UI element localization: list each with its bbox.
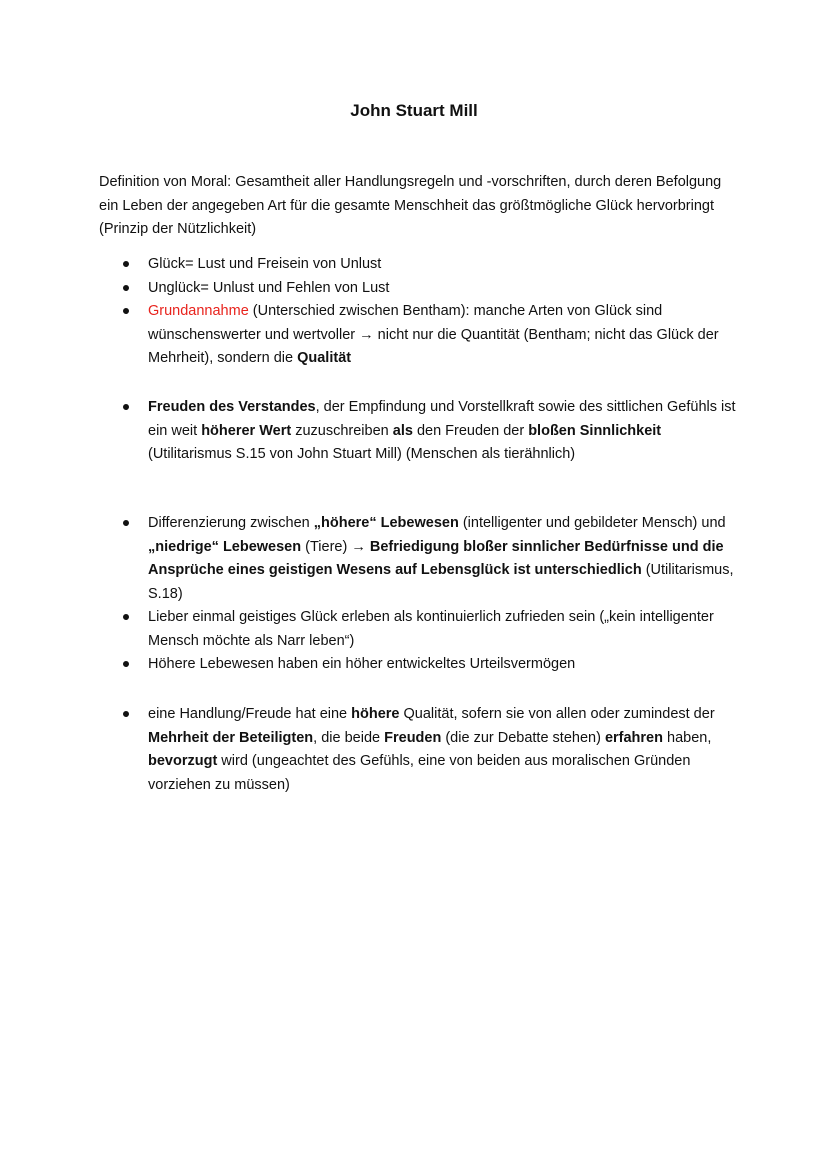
list-item	[0, 253, 738, 277]
bullet-text: (Utilitarismus S.15 von John Stuart Mill) (Menschen als tierähnlich)	[148, 446, 576, 462]
bullet-text: zuzuschreiben	[291, 422, 393, 439]
bullet-text: Qualität, sofern sie von allen oder zumindest der	[399, 706, 715, 722]
list-item	[0, 277, 738, 301]
bold-text: höhere	[351, 706, 400, 722]
bold-text: „niedrige“	[148, 538, 219, 555]
bullet-list-3	[0, 512, 738, 677]
bullet-text: Höhere Lebewesen haben ein höher entwickeltes Urteilsvermögen	[148, 656, 576, 672]
bullet-text: Differenzierung zwischen	[148, 515, 314, 531]
bullet-text: (die zur Debatte stehen)	[441, 729, 605, 746]
list-item	[0, 512, 738, 606]
page-title: John Stuart Mill	[350, 101, 478, 120]
bold-text: als	[392, 422, 413, 439]
bold-text: Qualität	[297, 350, 352, 366]
bold-text: bloßen Sinnlichkeit	[528, 422, 662, 439]
bullet-list-1	[0, 253, 738, 371]
bold-text: Freuden des Verstandes	[148, 399, 316, 415]
bold-text: Lebewesen	[222, 538, 302, 555]
list-item	[0, 300, 738, 371]
bullet-list-2	[0, 396, 738, 467]
bullet-text: , der Empfindung und Vorstellkraft sowie des sittlichen Gefühls ist ein weit	[148, 399, 736, 439]
bold-text: Lebewesen	[380, 515, 459, 531]
list-item	[0, 606, 738, 653]
bullet-text: (Utilitarismus, S.18)	[148, 562, 734, 602]
bold-text: erfahren	[604, 729, 663, 746]
bold-text: bevorzugt	[148, 753, 218, 769]
bullet-text: (intelligenter und gebildeter Mensch) und	[458, 515, 726, 531]
bullet-text: (Tiere)	[301, 538, 352, 555]
bold-text: höherer Wert	[201, 422, 292, 439]
list-item	[0, 396, 738, 467]
bullet-text: nicht nur die Quantität (Bentham; nicht das Glück der Mehrheit), sondern die	[148, 326, 719, 366]
arrow-icon: →	[359, 326, 374, 343]
bold-text: Befriedigung bloßer sinnlicher Bedürfnisse und die Ansprüche eines geistigen Wesens auf Lebensglück ist unterschiedlich	[148, 538, 724, 578]
bullet-text: (Unterschied zwischen Bentham): manche Arten von Glück sind wünschenswerter und wertvoller	[148, 303, 663, 343]
highlight-red: Grundannahme	[148, 303, 249, 319]
bullet-text: wird (ungeachtet des Gefühls, eine von beiden aus moralischen Gründen vorziehen zu müssen)	[148, 753, 691, 793]
bullet-text: Lieber einmal geistiges Glück erleben als kontinuierlich zufrieden sein („kein intelligenter Mensch möchte als Narr leben“)	[148, 609, 714, 649]
bold-text: Mehrheit der Beteiligten	[148, 729, 314, 746]
bullet-text: eine Handlung/Freude hat eine	[148, 706, 352, 722]
bold-text: „höhere“	[313, 515, 377, 531]
definition-paragraph: Definition von Moral: Gesamtheit aller Handlungsregeln und -vorschriften, durch deren Befolgung ein Leben der angegeben Art für die gesamte Menschheit das größtmögliche Glück hervorbringt (Prinzip der Nützlichkeit)	[99, 174, 722, 237]
bold-text: Freuden	[384, 729, 442, 746]
bullet-text: , die beide	[313, 729, 385, 746]
bullet-text: Unglück= Unlust und Fehlen von Lust	[148, 279, 390, 296]
list-item	[0, 703, 738, 797]
bullet-text: haben,	[662, 729, 712, 746]
arrow-icon: →	[351, 538, 366, 555]
bullet-text: Glück= Lust und Freisein von Unlust	[148, 256, 382, 272]
bullet-list-4	[0, 703, 738, 797]
bullet-text: den Freuden der	[412, 422, 529, 439]
list-item	[0, 653, 738, 677]
